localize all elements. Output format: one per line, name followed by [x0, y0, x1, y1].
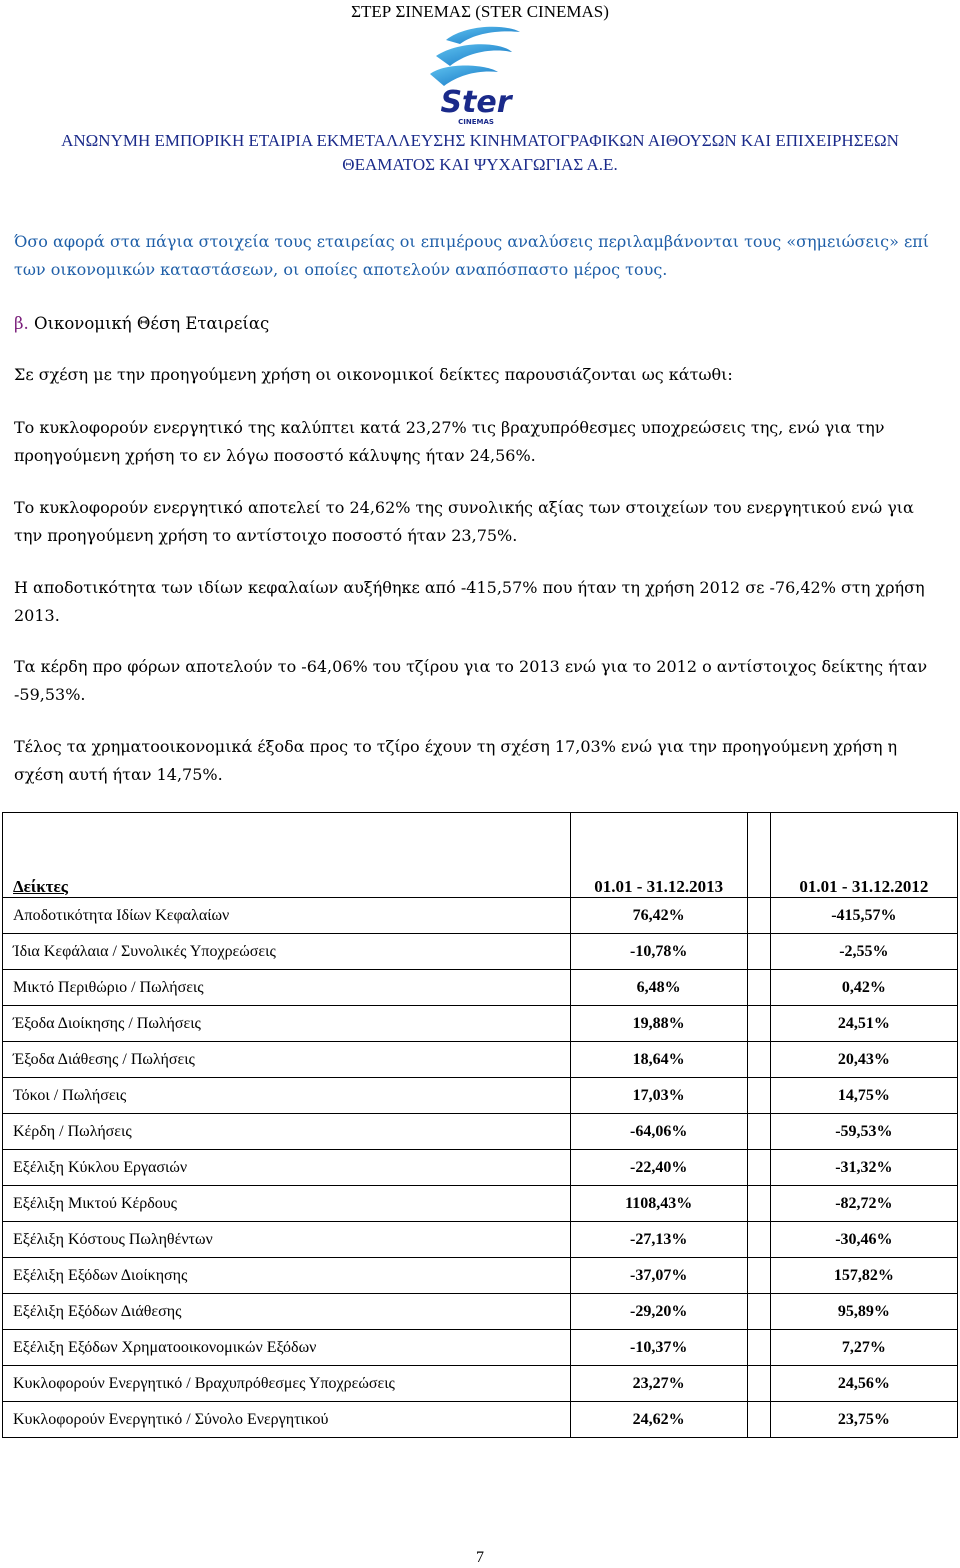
- value-2012: 95,89%: [770, 1294, 957, 1330]
- separator-cell: [747, 1186, 770, 1222]
- ratio-label: Έξοδα Διοίκησης / Πωλήσεις: [3, 1006, 571, 1042]
- value-2012: 20,43%: [770, 1042, 957, 1078]
- value-2013: -10,78%: [570, 934, 747, 970]
- separator-cell: [747, 1078, 770, 1114]
- company-fullname-line1: ΑΝΩΝΥΜΗ ΕΜΠΟΡΙΚΗ ΕΤΑΙΡΙΑ ΕΚΜΕΤΑΛΛΕΥΣΗΣ ΚΙΝΗΜΑΤΟΓΡΑΦΙΚΩΝ ΑΙΘΟΥΣΩΝ ΚΑΙ ΕΠΙΧΕΙΡΗΣΕΩΝ: [61, 131, 899, 150]
- header-2013-cell: [570, 813, 747, 898]
- separator-cell: [747, 1330, 770, 1366]
- table-row: [3, 1258, 958, 1294]
- separator-cell: [747, 1042, 770, 1078]
- value-2013: 17,03%: [570, 1078, 747, 1114]
- company-fullname-line2: ΘΕΑΜΑΤΟΣ ΚΑΙ ΨΥΧΑΓΩΓΙΑΣ Α.Ε.: [342, 155, 618, 174]
- paragraph-6: Τέλος τα χρηματοοικονομικά έξοδα προς το τζίρο έχουν τη σχέση 17,03% ενώ για την προηγούμενη χρήση η σχέση αυτή ήταν 14,75%.: [14, 737, 898, 784]
- value-2012: -31,32%: [770, 1150, 957, 1186]
- paragraph-2: Το κυκλοφορούν ενεργητικό της καλύπτει κατά 23,27% τις βραχυπρόθεσμες υποχρεώσεις της, ενώ για την προηγούμενη χρήση το εν λόγω ποσοστό κάλυψης ήταν 24,56%.: [14, 418, 885, 465]
- separator-cell: [747, 1294, 770, 1330]
- value-2012: 14,75%: [770, 1078, 957, 1114]
- value-2013: -27,13%: [570, 1222, 747, 1258]
- section-title-text: Οικονομική Θέση Εταιρείας: [34, 314, 270, 333]
- table-row: [3, 1294, 958, 1330]
- header-2013: 01.01 - 31.12.2013: [594, 877, 724, 896]
- ratio-label: Αποδοτικότητα Ιδίων Κεφαλαίων: [3, 898, 571, 934]
- header-label-cell: [3, 813, 571, 898]
- value-2012: 23,75%: [770, 1402, 957, 1438]
- value-2013: 24,62%: [570, 1402, 747, 1438]
- paragraph-3: Το κυκλοφορούν ενεργητικό αποτελεί το 24,62% της συνολικής αξίας των στοιχείων του ενεργητικού ενώ για την προηγούμενη χρήση το αντίστοιχο ποσοστό ήταν 23,75%.: [14, 498, 914, 545]
- separator-cell: [747, 1366, 770, 1402]
- table-row: [3, 1366, 958, 1402]
- ratio-label: Ίδια Κεφάλαια / Συνολικές Υποχρεώσεις: [3, 934, 571, 970]
- separator-cell: [747, 1222, 770, 1258]
- value-2012: -2,55%: [770, 934, 957, 970]
- table-row: [3, 934, 958, 970]
- table-row: [3, 1006, 958, 1042]
- ratio-label: Εξέλιξη Εξόδων Διάθεσης: [3, 1294, 571, 1330]
- ratio-label: Μικτό Περιθώριο / Πωλήσεις: [3, 970, 571, 1006]
- value-2013: 18,64%: [570, 1042, 747, 1078]
- separator-cell: [747, 813, 770, 898]
- ratio-label: Εξέλιξη Εξόδων Χρηματοοικονομικών Εξόδων: [3, 1330, 571, 1366]
- ratio-label: Κυκλοφορούν Ενεργητικό / Σύνολο Ενεργητικού: [3, 1402, 571, 1438]
- section-prefix: β.: [14, 314, 29, 333]
- value-2013: -37,07%: [570, 1258, 747, 1294]
- separator-cell: [747, 934, 770, 970]
- value-2012: -59,53%: [770, 1114, 957, 1150]
- table-row: [3, 1042, 958, 1078]
- table-row: [3, 1150, 958, 1186]
- value-2013: 6,48%: [570, 970, 747, 1006]
- ratio-label: Εξέλιξη Εξόδων Διοίκησης: [3, 1258, 571, 1294]
- value-2012: 7,27%: [770, 1330, 957, 1366]
- separator-cell: [747, 970, 770, 1006]
- ratio-label: Εξέλιξη Κύκλου Εργασιών: [3, 1150, 571, 1186]
- value-2013: 23,27%: [570, 1366, 747, 1402]
- value-2013: -64,06%: [570, 1114, 747, 1150]
- table-row: [3, 1330, 958, 1366]
- separator-cell: [747, 1402, 770, 1438]
- paragraph-4: Η αποδοτικότητα των ιδίων κεφαλαίων αυξήθηκε από -415,57% που ήταν τη χρήση 2012 σε -76,42% στη χρήση 2013.: [14, 578, 925, 625]
- value-2012: -82,72%: [770, 1186, 957, 1222]
- value-2012: 0,42%: [770, 970, 957, 1006]
- logo-swoosh-icon: [416, 22, 536, 132]
- paragraph-5: Τα κέρδη προ φόρων αποτελούν το -64,06% του τζίρου για το 2013 ενώ για το 2012 ο αντίστοιχος δείκτης ήταν -59,53%.: [14, 657, 928, 704]
- separator-cell: [747, 1150, 770, 1186]
- value-2013: 1108,43%: [570, 1186, 747, 1222]
- header-2012: 01.01 - 31.12.2012: [799, 877, 929, 896]
- ratio-label: Εξέλιξη Κόστους Πωληθέντων: [3, 1222, 571, 1258]
- value-2012: -415,57%: [770, 898, 957, 934]
- page-number: 7: [476, 1549, 484, 1566]
- table-row: [3, 1186, 958, 1222]
- separator-cell: [747, 1258, 770, 1294]
- table-row: [3, 1402, 958, 1438]
- value-2012: 157,82%: [770, 1258, 957, 1294]
- financial-ratios-table: [2, 812, 958, 1438]
- table-header-row: [3, 813, 958, 898]
- table-row: [3, 898, 958, 934]
- logo-subtext: CINEMAS: [458, 118, 494, 126]
- value-2012: 24,51%: [770, 1006, 957, 1042]
- ratio-label: Κέρδη / Πωλήσεις: [3, 1114, 571, 1150]
- value-2012: -30,46%: [770, 1222, 957, 1258]
- company-title: ΣΤΕΡ ΣΙΝΕΜΑΣ (STER CINEMAS): [351, 2, 609, 21]
- logo-text: Ster: [440, 85, 512, 120]
- value-2013: -10,37%: [570, 1330, 747, 1366]
- separator-cell: [747, 898, 770, 934]
- table-row: [3, 1078, 958, 1114]
- table-row: [3, 1114, 958, 1150]
- value-2012: 24,56%: [770, 1366, 957, 1402]
- ratio-label: Εξέλιξη Μικτού Κέρδους: [3, 1186, 571, 1222]
- value-2013: -29,20%: [570, 1294, 747, 1330]
- separator-cell: [747, 1006, 770, 1042]
- table-row: [3, 970, 958, 1006]
- header-2012-cell: [770, 813, 957, 898]
- value-2013: 76,42%: [570, 898, 747, 934]
- value-2013: -22,40%: [570, 1150, 747, 1186]
- paragraph-1: Σε σχέση με την προηγούμενη χρήση οι οικονομικοί δείκτες παρουσιάζονται ως κάτωθι:: [14, 365, 733, 384]
- intro-paragraph: Όσο αφορά στα πάγια στοιχεία τους εταιρείας οι επιμέρους αναλύσεις περιλαμβάνονται τους «σημειώσεις» επί των οικονομικών καταστάσεων, οι οποίες αποτελούν αναπόσπαστο μέρος τους.: [14, 232, 930, 279]
- ster-cinemas-logo: [416, 22, 536, 132]
- ratio-label: Έξοδα Διάθεσης / Πωλήσεις: [3, 1042, 571, 1078]
- table-row: [3, 1222, 958, 1258]
- value-2013: 19,88%: [570, 1006, 747, 1042]
- header-label: Δείκτες: [13, 877, 68, 896]
- ratio-label: Τόκοι / Πωλήσεις: [3, 1078, 571, 1114]
- section-heading: [14, 310, 269, 338]
- ratio-label: Κυκλοφορούν Ενεργητικό / Βραχυπρόθεσμες Υποχρεώσεις: [3, 1366, 571, 1402]
- separator-cell: [747, 1114, 770, 1150]
